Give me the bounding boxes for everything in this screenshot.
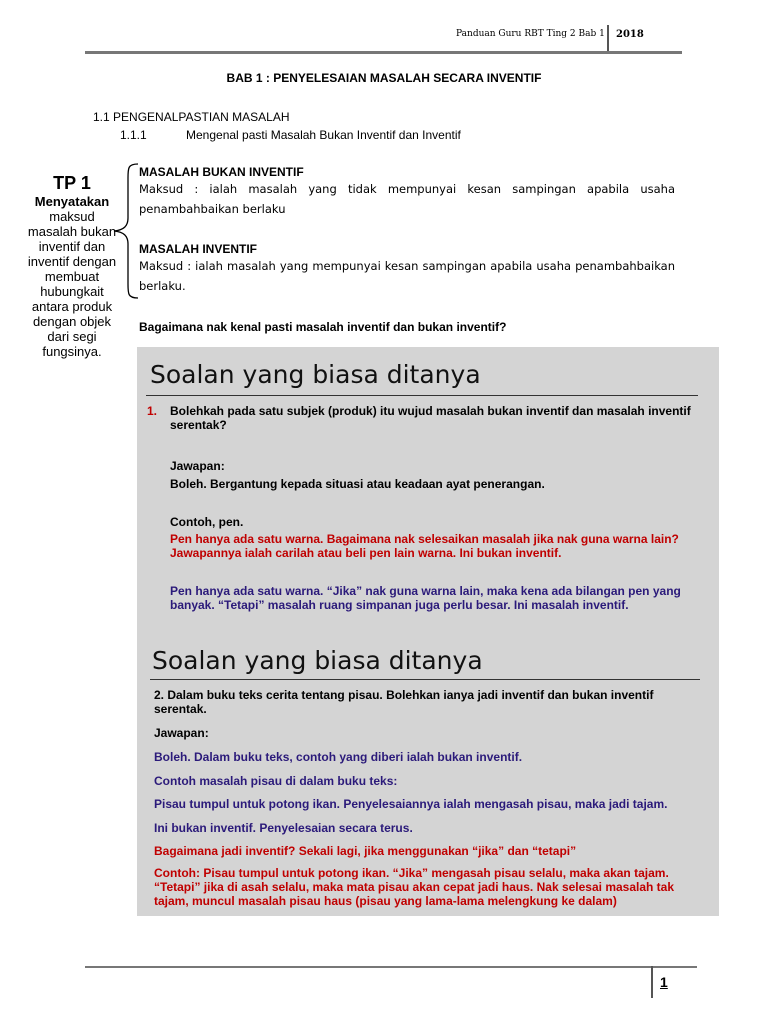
definition-text: Maksud : ialah masalah yang mempunyai kesan sampingan apabila usaha penambahbaikan berlaku. [139, 259, 675, 293]
inventive-example: Contoh: Pisau tumpul untuk potong ikan. “Jika” mengasah pisau selalu, maka akan tajam. “Tetapi” jika di asah selalu, maka mata pisau akan cepat jadi haus. Nak selesai masalah tak tajam, muncul masalah pisau haus (pisau yang lama-lama melengkung ke dalam) [154, 866, 675, 908]
page-number: 1 [660, 974, 668, 990]
question-text: Bolehkah pada satu subjek (produk) itu wujud masalah bukan inventif dan masalah inventif serentak? [170, 404, 691, 432]
faq-panel-2 [137, 629, 719, 916]
header-year: 2018 [616, 29, 644, 40]
tp-title: TP 1 [53, 173, 91, 193]
faq-panel-1 [137, 347, 719, 629]
tp-block [26, 172, 118, 359]
answer-line: Boleh. Dalam buku teks, contoh yang diberi ialah bukan inventif. [154, 750, 523, 764]
example-label: Contoh, pen. [170, 515, 244, 529]
tp-description: maksud masalah bukan inventif dan inventif dengan membuat hubungkait antara produk dengan objek dari segi fungsinya. [27, 209, 117, 359]
panel-heading: Soalan yang biasa ditanya [152, 646, 483, 675]
answer-line: Ini bukan inventif. Penyelesaian secara terus. [154, 821, 413, 835]
panel-rule [150, 679, 700, 680]
answer-label: Jawapan: [170, 459, 225, 473]
definition-non-inventive [139, 165, 675, 219]
header-divider [607, 25, 609, 53]
guiding-question: Bagaimana nak kenal pasti masalah inventif dan bukan inventif? [139, 320, 507, 334]
answer-line: Contoh masalah pisau di dalam buku teks: [154, 774, 398, 788]
question-number: 1. [147, 404, 158, 418]
header-rule [85, 51, 682, 54]
answer-label: Jawapan: [154, 726, 209, 740]
subsection-number: 1.1.1 [120, 128, 147, 142]
example-inventive: Pen hanya ada satu warna. “Jika” nak guna warna lain, maka kena ada bilangan pen yang banyak. “Tetapi” masalah ruang simpanan juga perlu besar. Ini masalah inventif. [170, 584, 681, 612]
section-heading: 1.1 PENGENALPASTIAN MASALAH [93, 110, 290, 124]
footer-rule [85, 966, 697, 968]
example-non-inventive: Pen hanya ada satu warna. Bagaimana nak selesaikan masalah jika nak guna warna lain? Jawapannya ialah carilah atau beli pen lain warna. Ini bukan inventif. [170, 532, 679, 560]
tp-subtitle: Menyatakan [34, 194, 110, 209]
footer-divider [651, 966, 653, 998]
curly-brace-icon [110, 162, 140, 300]
definition-inventive [139, 242, 675, 296]
question-text: 2. Dalam buku teks cerita tentang pisau. Bolehkan ianya jadi inventif dan bukan inventif serentak. [154, 688, 654, 716]
definition-text: Maksud : ialah masalah yang tidak mempunyai kesan sampingan apabila usaha penambahbaikan berlaku [139, 182, 675, 216]
panel-heading: Soalan yang biasa ditanya [150, 360, 481, 389]
definition-title: MASALAH INVENTIF [139, 242, 257, 256]
answer-text: Boleh. Bergantung kepada situasi atau keadaan ayat penerangan. [170, 477, 545, 491]
header-text: Panduan Guru RBT Ting 2 Bab 1 [456, 29, 605, 39]
definition-title: MASALAH BUKAN INVENTIF [139, 165, 304, 179]
subsection-title: Mengenal pasti Masalah Bukan Inventif dan Inventif [186, 128, 461, 142]
panel-rule [146, 395, 698, 396]
inventive-question: Bagaimana jadi inventif? Sekali lagi, jika menggunakan “jika” dan “tetapi” [154, 844, 577, 858]
chapter-title: BAB 1 : PENYELESAIAN MASALAH SECARA INVENTIF [226, 71, 542, 85]
answer-line: Pisau tumpul untuk potong ikan. Penyelesaiannya ialah mengasah pisau, maka jadi tajam. [154, 797, 668, 811]
